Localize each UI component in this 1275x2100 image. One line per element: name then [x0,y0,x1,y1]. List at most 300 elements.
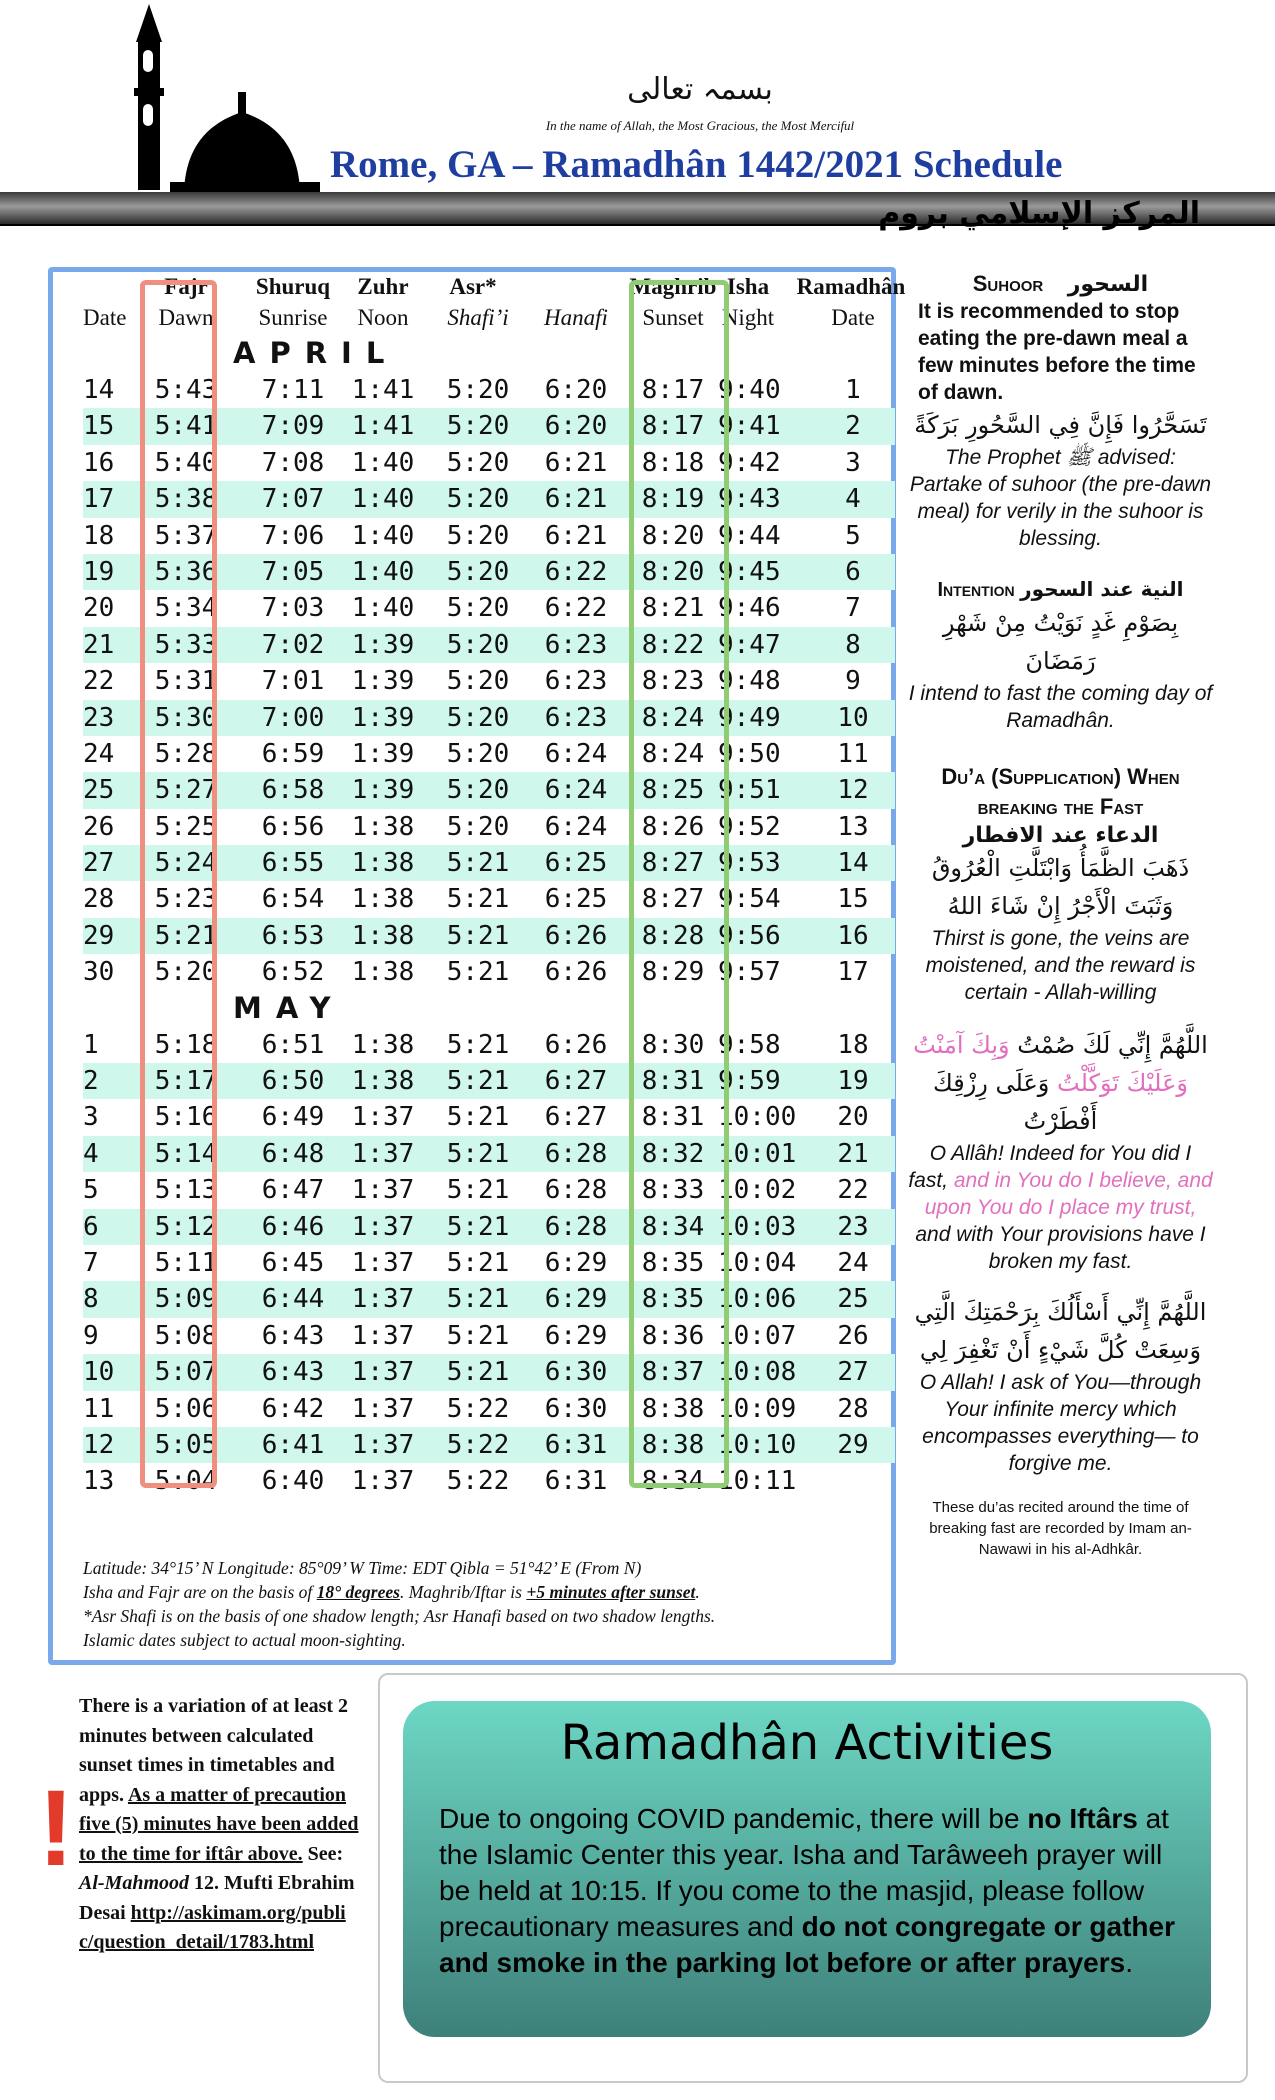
cell-maghrib: 8:25 [641,775,705,806]
table-row [83,918,895,954]
table-row [83,590,895,626]
cell-shuruq: 6:43 [261,1320,325,1351]
cell-shafi: 5:20 [446,775,510,806]
cell-date: 12 [83,1429,115,1460]
cell-shafi: 5:20 [446,484,510,515]
note-text: . [695,1582,700,1602]
cell-maghrib: 8:20 [641,520,705,551]
header-ramadhan-date: Date [831,305,875,330]
cell-zuhr: 1:40 [351,593,415,624]
askimam-link[interactable]: http://askimam.org/public/question_detail/1783.html [79,1901,346,1953]
cell-fajr: 5:16 [154,1102,218,1133]
cell-isha: 9:48 [718,666,781,697]
activities-warning: do not congregate or gather and smoke in the parking lot before or after prayers [439,1911,1176,1978]
cell-shuruq: 6:44 [261,1284,325,1315]
cell-isha: 10:01 [718,1138,797,1169]
cell-hanafi: 6:24 [544,738,608,769]
cell-hanafi: 6:23 [544,702,608,733]
cell-ramadhan: 11 [837,738,869,769]
mosque-silhouette-icon [130,0,330,200]
cell-maghrib: 8:17 [641,411,705,442]
cell-shafi: 5:21 [446,957,510,988]
header [0,0,1275,240]
cell-maghrib: 8:20 [641,556,705,587]
variation-source-title: Al-Mahmood [79,1872,190,1894]
table-row [83,627,895,663]
cell-isha: 9:53 [718,848,781,879]
cell-fajr: 5:07 [154,1357,218,1388]
cell-shuruq: 7:02 [261,629,325,660]
note-text: . Maghrib/Iftar is [399,1582,527,1602]
activities-text-part: Due to ongoing COVID pandemic, there will be [439,1803,1028,1834]
variation-precaution: As a matter of precaution five (5) minutes have been added to the time for iftâr above. [79,1783,359,1865]
suhoor-label: Suhoor [972,271,1044,296]
dua3-arabic: اللَّهُمَّ إِنِّي أَسْأَلُكَ بِرَحْمَتِكَ الَّتِي وَسِعَتْ كُلَّ شَيْءٍ أَنْ تَغْفِرَ لِي [914,1298,1207,1364]
table-row [83,1209,895,1245]
cell-shafi: 5:21 [446,1211,510,1242]
cell-ramadhan: 2 [845,411,861,442]
cell-maghrib: 8:22 [641,629,705,660]
cell-shuruq: 6:48 [261,1138,325,1169]
cell-shafi: 5:20 [446,738,510,769]
cell-date: 26 [83,811,115,842]
cell-shuruq: 6:54 [261,884,325,915]
cell-date: 4 [83,1138,99,1169]
header-shafi: Shafi’i [447,305,509,330]
cell-isha: 10:10 [718,1429,797,1460]
cell-fajr: 5:30 [154,702,218,733]
header-zuhr: Zuhr [357,274,409,299]
cell-ramadhan: 13 [837,811,869,842]
cell-date: 15 [83,411,115,442]
cell-shuruq: 6:53 [261,920,325,951]
cell-date: 17 [83,484,115,515]
cell-fajr: 5:20 [154,957,218,988]
cell-isha: 9:58 [718,1029,781,1060]
cell-shafi: 5:21 [446,1175,510,1206]
header-sunset: Sunset [642,305,704,330]
cell-maghrib: 8:31 [641,1102,705,1133]
cell-maghrib: 8:29 [641,957,705,988]
cell-shuruq: 6:50 [261,1066,325,1097]
cell-maghrib: 8:30 [641,1029,705,1060]
cell-shafi: 5:21 [446,1029,510,1060]
cell-zuhr: 1:38 [351,920,415,951]
cell-ramadhan: 23 [837,1211,869,1242]
cell-ramadhan: 22 [837,1175,869,1206]
cell-isha: 10:02 [718,1175,797,1206]
cell-zuhr: 1:41 [351,411,415,442]
cell-fajr: 5:06 [154,1393,218,1424]
cell-zuhr: 1:38 [351,811,415,842]
header-sunrise: Sunrise [258,305,328,330]
cell-fajr: 5:38 [154,484,218,515]
cell-fajr: 5:14 [154,1138,218,1169]
header-hanafi: Hanafi [544,305,608,330]
cell-shuruq: 6:42 [261,1393,325,1424]
table-row [83,1245,895,1281]
cell-isha: 9:47 [718,629,781,660]
cell-shafi: 5:20 [446,556,510,587]
table-row [83,1136,895,1172]
cell-shafi: 5:21 [446,920,510,951]
cell-zuhr: 1:37 [351,1102,415,1133]
cell-maghrib: 8:36 [641,1320,705,1351]
cell-hanafi: 6:31 [544,1466,608,1497]
cell-zuhr: 1:38 [351,1029,415,1060]
cell-fajr: 5:28 [154,738,218,769]
cell-isha: 9:51 [718,775,781,806]
cell-shuruq: 6:56 [261,811,325,842]
cell-isha: 10:08 [718,1357,797,1388]
sidebar-guidance [908,270,1213,1560]
header-ramadhan: Ramadhân [796,274,906,299]
cell-zuhr: 1:39 [351,738,415,769]
cell-date: 27 [83,848,115,879]
cell-shafi: 5:21 [446,1247,510,1278]
cell-zuhr: 1:37 [351,1247,415,1278]
cell-hanafi: 6:20 [544,411,608,442]
cell-hanafi: 6:21 [544,520,608,551]
cell-shuruq: 6:52 [261,957,325,988]
cell-maghrib: 8:33 [641,1175,705,1206]
note-degrees: 18° degrees [316,1582,400,1602]
cell-zuhr: 1:39 [351,629,415,660]
cell-isha: 9:52 [718,811,781,842]
variation-text: See: [302,1842,344,1865]
cell-shuruq: 6:51 [261,1029,325,1060]
sunset-variation-note [79,1692,359,1958]
cell-hanafi: 6:29 [544,1284,608,1315]
cell-hanafi: 6:24 [544,775,608,806]
cell-shafi: 5:21 [446,1066,510,1097]
cell-date: 22 [83,666,115,697]
cell-maghrib: 8:38 [641,1393,705,1424]
cell-maghrib: 8:34 [641,1466,705,1497]
cell-hanafi: 6:31 [544,1429,608,1460]
table-row [83,481,895,517]
cell-ramadhan: 1 [845,375,861,405]
cell-shuruq: 6:49 [261,1102,325,1133]
note-asr: *Asr Shafi is on the basis of one shadow length; Asr Hanafi based on two shadow lengths. [83,1606,716,1626]
schedule-panel [48,267,906,1665]
note-text: Isha and Fajr are on the basis of [83,1582,317,1602]
cell-isha: 10:03 [718,1211,797,1242]
header-shuruq: Shuruq [255,274,331,299]
cell-isha: 10:04 [718,1247,797,1278]
note-calculation [83,1580,883,1604]
cell-shuruq: 7:11 [261,375,325,405]
cell-maghrib: 8:31 [641,1066,705,1097]
cell-date: 13 [83,1466,115,1497]
cell-shuruq: 6:41 [261,1429,325,1460]
table-row [83,1063,895,1099]
cell-fajr: 5:05 [154,1429,218,1460]
month-heading: APRIL [233,336,399,370]
cell-maghrib: 8:23 [641,666,705,697]
cell-shuruq: 6:45 [261,1247,325,1278]
cell-hanafi: 6:26 [544,957,608,988]
cell-hanafi: 6:22 [544,593,608,624]
cell-hanafi: 6:27 [544,1102,608,1133]
header-maghrib: Maghrib [629,274,717,299]
cell-shafi: 5:21 [446,884,510,915]
cell-date: 19 [83,556,115,587]
intention-arabic: بِصَوْمِ غَدٍ نَوَيْتُ مِنْ شَهْرِ رَمَضَانَ [942,609,1179,675]
cell-ramadhan: 24 [837,1247,869,1278]
cell-date: 18 [83,520,115,551]
cell-maghrib: 8:26 [641,811,705,842]
activities-text [439,1801,1179,1981]
intention-heading [908,576,1213,604]
cell-hanafi: 6:28 [544,1138,608,1169]
cell-ramadhan: 14 [837,848,869,879]
header-dawn: Dawn [158,305,214,330]
header-asr: Asr* [449,274,497,299]
cell-ramadhan: 7 [845,593,861,624]
cell-date: 28 [83,884,115,915]
cell-zuhr: 1:39 [351,666,415,697]
cell-shuruq: 6:40 [261,1466,325,1497]
cell-shafi: 5:22 [446,1393,510,1424]
dua2-arabic [908,1026,1213,1140]
header-night: Night [721,305,775,330]
cell-fajr: 5:18 [154,1029,218,1060]
cell-hanafi: 6:23 [544,666,608,697]
cell-zuhr: 1:38 [351,884,415,915]
cell-date: 30 [83,957,115,988]
cell-shuruq: 7:00 [261,702,325,733]
intention-arabic-heading: النية عند السحور [1020,577,1184,601]
cell-hanafi: 6:29 [544,1320,608,1351]
table-row [83,1354,895,1390]
cell-isha: 10:00 [718,1102,797,1133]
cell-isha: 9:43 [718,484,781,515]
cell-isha: 10:11 [718,1466,797,1497]
cell-hanafi: 6:21 [544,447,608,478]
cell-zuhr: 1:38 [351,1066,415,1097]
activities-text-part: at the Islamic Center this year. Isha and Tarâweeh prayer will be held at 10:15. If you come to the masjid, please follow precautionary measures and [439,1803,1169,1942]
dua-arabic-heading: الدعاء عند الافطار [962,823,1159,848]
cell-shafi: 5:22 [446,1429,510,1460]
cell-fajr: 5:13 [154,1175,218,1206]
cell-date: 29 [83,920,115,951]
variation-text: There is a variation of at least 2 minutes between calculated sunset times in timetables and apps. [79,1695,349,1806]
cell-shafi: 5:21 [446,1138,510,1169]
month-heading: MAY [233,990,345,1025]
cell-maghrib: 8:32 [641,1138,705,1169]
cell-zuhr: 1:37 [351,1466,415,1497]
cell-maghrib: 8:37 [641,1357,705,1388]
cell-fajr: 5:11 [154,1247,218,1278]
intention-english: I intend to fast the coming day of Ramadhân. [908,682,1213,732]
cell-ramadhan: 29 [837,1429,869,1460]
cell-fajr: 5:08 [154,1320,218,1351]
cell-ramadhan: 20 [837,1102,869,1133]
cell-shafi: 5:21 [446,1284,510,1315]
cell-date: 8 [83,1284,99,1315]
dua1-arabic: ذَهَبَ الظَّمَأُ وَابْتَلَّتِ الْعُرُوقُ وَثَبَتَ الْأَجْرُ إِنْ شَاءَ اللهُ [931,854,1190,920]
cell-shafi: 5:20 [446,520,510,551]
cell-ramadhan: 28 [837,1393,869,1424]
cell-maghrib: 8:24 [641,738,705,769]
activities-box [403,1701,1211,2037]
cell-fajr: 5:12 [154,1211,218,1242]
cell-shuruq: 7:05 [261,556,325,587]
cell-shuruq: 6:46 [261,1211,325,1242]
cell-zuhr: 1:40 [351,484,415,515]
cell-ramadhan: 9 [845,666,861,697]
cell-maghrib: 8:27 [641,884,705,915]
cell-shafi: 5:20 [446,411,510,442]
header-isha: Isha [726,274,770,299]
table-row [83,408,895,444]
prayer-timetable [83,274,906,1500]
cell-shuruq: 7:09 [261,411,325,442]
table-body [83,336,895,1500]
cell-maghrib: 8:27 [641,848,705,879]
cell-maghrib: 8:34 [641,1211,705,1242]
cell-shafi: 5:21 [446,848,510,879]
cell-shuruq: 7:06 [261,520,325,551]
cell-hanafi: 6:30 [544,1357,608,1388]
cell-hanafi: 6:21 [544,484,608,515]
sidebar-footnote: These du’as recited around the time of breaking fast are recorded by Imam an-Nawawi in his al-Adhkâr. [929,1499,1192,1558]
table-row [83,663,895,699]
cell-hanafi: 6:29 [544,1247,608,1278]
cell-isha: 9:49 [718,702,781,733]
cell-fajr: 5:27 [154,775,218,806]
header-date: Date [83,305,127,330]
cell-shafi: 5:22 [446,1466,510,1497]
cell-shuruq: 6:55 [261,848,325,879]
cell-maghrib: 8:38 [641,1429,705,1460]
dua2-english [908,1140,1213,1275]
cell-fajr: 5:40 [154,447,218,478]
cell-shafi: 5:20 [446,629,510,660]
cell-zuhr: 1:41 [351,375,415,405]
cell-shuruq: 6:43 [261,1357,325,1388]
dua2-english-highlight: and in You do I believe, and upon You do I place my trust, [924,1169,1213,1219]
cell-fajr: 5:04 [154,1466,218,1497]
cell-maghrib: 8:35 [641,1247,705,1278]
dua-heading: Du’a (Supplication) When breaking the Fast [941,764,1180,819]
dua2-english-part: and with Your provisions have I broken my fast. [915,1223,1206,1273]
cell-date: 7 [83,1247,99,1278]
activities-no-iftars: no Iftârs [1027,1803,1138,1834]
cell-shuruq: 6:47 [261,1175,325,1206]
cell-ramadhan: 26 [837,1320,869,1351]
table-row [83,736,895,772]
cell-ramadhan: 8 [845,629,861,660]
cell-shuruq: 7:07 [261,484,325,515]
cell-fajr: 5:33 [154,629,218,660]
cell-ramadhan: 21 [837,1138,869,1169]
cell-isha: 10:09 [718,1393,797,1424]
cell-isha: 9:57 [718,957,781,988]
cell-ramadhan: 16 [837,920,869,951]
cell-shuruq: 7:03 [261,593,325,624]
cell-maghrib: 8:21 [641,593,705,624]
cell-isha: 9:45 [718,556,781,587]
cell-ramadhan: 15 [837,884,869,915]
cell-zuhr: 1:40 [351,447,415,478]
table-row [83,700,895,736]
cell-maghrib: 8:28 [641,920,705,951]
cell-zuhr: 1:37 [351,1393,415,1424]
intention-label: Intention [937,579,1015,601]
warning-exclamation-icon: ! [38,1767,74,1888]
cell-isha: 9:42 [718,447,781,478]
table-row [83,1391,895,1427]
table-row [83,1427,895,1463]
page-title: Rome, GA – Ramadhân 1442/2021 Schedule [330,143,1063,186]
cell-fajr: 5:43 [154,375,218,405]
cell-date: 16 [83,447,115,478]
table-row [83,772,895,808]
table-row [83,372,895,408]
cell-date: 11 [83,1393,115,1424]
header-fajr: Fajr [164,274,208,299]
cell-date: 3 [83,1102,99,1133]
cell-hanafi: 6:20 [544,375,608,405]
bismillah-english: In the name of Allah, the Most Gracious, the Most Merciful [545,118,855,133]
activities-title: Ramadhân Activities [560,1715,1054,1771]
suhoor-hadith-arabic: تَسَحَّرُوا فَإِنَّ فِي السَّحُورِ بَرَكَةً [914,411,1207,439]
cell-hanafi: 6:28 [544,1211,608,1242]
cell-hanafi: 6:26 [544,1029,608,1060]
cell-date: 14 [83,375,115,405]
cell-shafi: 5:20 [446,702,510,733]
cell-fajr: 5:21 [154,920,218,951]
table-header-top [83,274,906,305]
cell-shafi: 5:20 [446,447,510,478]
note-location: Latitude: 34°15’ N Longitude: 85°09’ W Time: EDT Qibla = 51°42’ E (From N) [83,1558,642,1578]
cell-fajr: 5:25 [154,811,218,842]
variation-text: 12. Mufti Ebrahim Desai [79,1872,355,1924]
suhoor-arabic: السحور [1067,272,1149,297]
cell-date: 25 [83,775,115,806]
table-row [83,1172,895,1208]
cell-shafi: 5:21 [446,1320,510,1351]
cell-isha: 9:46 [718,593,781,624]
cell-hanafi: 6:28 [544,1175,608,1206]
cell-shafi: 5:20 [446,666,510,697]
cell-ramadhan: 27 [837,1357,869,1388]
cell-isha: 10:07 [718,1320,797,1351]
cell-shuruq: 6:59 [261,738,325,769]
table-row [83,1463,895,1499]
table-row [83,554,895,590]
cell-ramadhan: 12 [837,775,869,806]
cell-hanafi: 6:25 [544,848,608,879]
cell-fajr: 5:23 [154,884,218,915]
cell-shafi: 5:20 [446,811,510,842]
suhoor-heading [908,270,1213,298]
cell-shuruq: 7:01 [261,666,325,697]
cell-hanafi: 6:30 [544,1393,608,1424]
cell-shafi: 5:20 [446,375,510,405]
cell-isha: 9:44 [718,520,781,551]
cell-fajr: 5:37 [154,520,218,551]
bismillah-arabic: بسمہ تعالی [627,72,773,107]
cell-zuhr: 1:38 [351,957,415,988]
cell-maghrib: 8:35 [641,1284,705,1315]
dua3-english: O Allah! I ask of You—through Your infinite mercy which encompasses everything— to forgive me. [919,1371,1202,1475]
cell-ramadhan: 19 [837,1066,869,1097]
cell-zuhr: 1:37 [351,1284,415,1315]
cell-date: 5 [83,1175,99,1206]
